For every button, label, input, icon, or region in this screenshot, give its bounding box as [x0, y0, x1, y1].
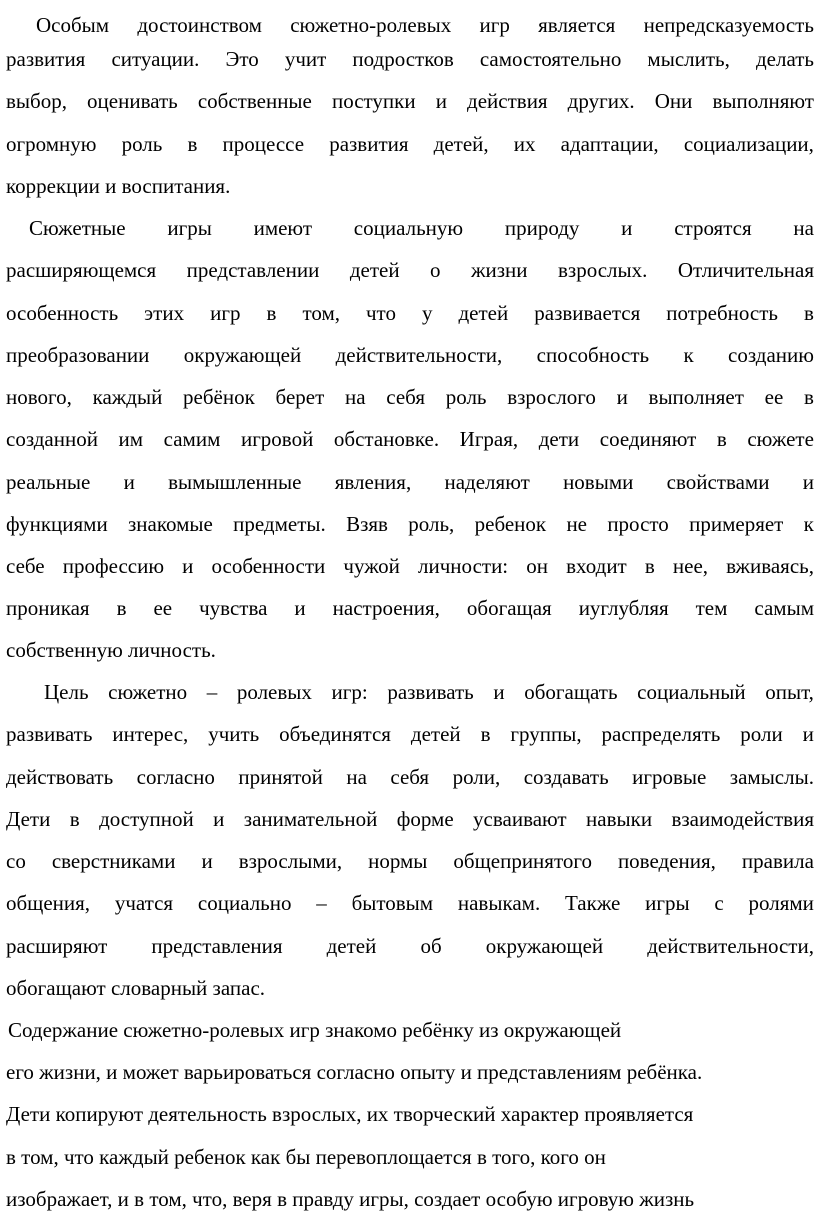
word: окружающей — [485, 934, 604, 958]
word: ролями — [748, 891, 814, 915]
word: взрослых. — [558, 258, 648, 282]
word: в — [69, 807, 80, 831]
word: игр — [479, 13, 510, 37]
word: общения, — [6, 891, 91, 915]
word: согласно — [136, 765, 215, 789]
word: детей — [349, 258, 400, 282]
word: оценивать — [87, 89, 178, 113]
word: роль, — [408, 512, 455, 536]
word: развивать — [6, 722, 93, 746]
word: Дети — [6, 807, 51, 831]
word: детей — [326, 934, 377, 958]
word: форме — [396, 807, 454, 831]
word: Сюжетные — [29, 216, 126, 240]
word: развития — [329, 132, 409, 156]
text-line: собственную личность. — [6, 638, 216, 662]
word: этих — [144, 301, 185, 325]
word: и — [802, 722, 814, 746]
word: свойствами — [666, 470, 770, 494]
word: ребенок — [474, 512, 547, 536]
word: в — [804, 385, 814, 409]
word: является — [538, 13, 616, 37]
word: игры — [645, 891, 690, 915]
word: Особым — [36, 13, 110, 37]
word: навыки — [586, 807, 653, 831]
word: и — [201, 849, 213, 873]
text-line: его жизни, и может варьироваться согласно опыту и представлениям ребёнка. — [6, 1060, 703, 1084]
word: природу — [504, 216, 580, 240]
word: том, — [302, 301, 340, 325]
text-line — [6, 376, 814, 419]
word: Цель — [44, 680, 89, 704]
word: процессе — [222, 132, 305, 156]
word: профессию — [62, 554, 165, 578]
text-line — [29, 207, 814, 250]
text-line — [6, 249, 814, 292]
word: в — [716, 427, 727, 451]
text-line — [6, 418, 814, 461]
word: способность — [536, 343, 650, 367]
word: выполняет — [648, 385, 744, 409]
word: интерес, — [112, 722, 189, 746]
word: каждый — [92, 385, 163, 409]
word: – — [316, 891, 327, 915]
word: Это — [225, 47, 259, 71]
word: бытовым — [351, 891, 434, 915]
word: себе — [6, 554, 45, 578]
word: вживаясь, — [726, 554, 814, 578]
text-line — [6, 756, 814, 799]
word: и — [621, 216, 633, 240]
text-line — [6, 123, 814, 166]
word: подростков — [352, 47, 454, 71]
word: учить — [208, 722, 260, 746]
word: доступной — [99, 807, 194, 831]
word: действия — [467, 89, 548, 113]
word: новыми — [563, 470, 634, 494]
word: принятой — [238, 765, 323, 789]
text-line — [6, 38, 814, 81]
word: огромную — [6, 132, 97, 156]
word: преобразовании — [6, 343, 150, 367]
word: нового, — [6, 385, 72, 409]
word: ролевых — [236, 680, 312, 704]
word: обогащая — [466, 596, 552, 620]
word: Отличительная — [677, 258, 814, 282]
word: входит — [566, 554, 627, 578]
word: развития — [6, 47, 86, 71]
word: игр — [210, 301, 241, 325]
word: социальный — [637, 680, 746, 704]
word: жизни — [471, 258, 528, 282]
word: у — [421, 301, 433, 325]
word: строятся — [674, 216, 752, 240]
word: игровые — [632, 765, 707, 789]
word: и — [493, 680, 505, 704]
word: Взяв — [346, 512, 388, 536]
text-line — [6, 461, 814, 504]
word: обогащать — [524, 680, 618, 704]
word: группы, — [510, 722, 582, 746]
word: и — [123, 470, 135, 494]
word: об — [420, 934, 442, 958]
word: учит — [284, 47, 327, 71]
word: в — [266, 301, 277, 325]
word: функциями — [6, 512, 108, 536]
word: распределять — [601, 722, 721, 746]
word: взрослыми, — [238, 849, 343, 873]
word: сюжете — [747, 427, 814, 451]
word: роли, — [452, 765, 501, 789]
text-line — [6, 334, 814, 377]
word: реальные — [6, 470, 91, 494]
word: и — [294, 596, 306, 620]
word: общепринятого — [453, 849, 592, 873]
word: развивается — [534, 301, 641, 325]
word: дети — [538, 427, 580, 451]
word: игр: — [331, 680, 368, 704]
word: игровой — [240, 427, 314, 451]
word: взаимодействия — [671, 807, 814, 831]
word: в — [804, 301, 814, 325]
word: он — [526, 554, 549, 578]
word: и — [616, 385, 628, 409]
word: выбор, — [6, 89, 67, 113]
word: представлении — [186, 258, 320, 282]
word: чужой — [343, 554, 400, 578]
text-line — [6, 925, 814, 968]
text-line: в том, что каждый ребенок как бы перевоплощается в того, кого он — [6, 1145, 606, 1169]
word: и — [213, 807, 225, 831]
word: создавать — [523, 765, 609, 789]
word: в — [187, 132, 198, 156]
word: и — [182, 554, 194, 578]
word: на — [793, 216, 814, 240]
word: нормы — [368, 849, 428, 873]
text-line — [6, 292, 814, 335]
text-line: изображает, и в том, что, веря в правду игры, создает особую игровую жизнь — [6, 1187, 695, 1211]
word: наделяют — [444, 470, 530, 494]
word: усваивают — [473, 807, 567, 831]
word: непредсказуемость — [643, 13, 814, 37]
word: в — [644, 554, 655, 578]
word: роли — [740, 722, 783, 746]
text-line — [6, 545, 814, 588]
text-line: Содержание сюжетно-ролевых игр знакомо ребёнку из окружающей — [8, 1018, 622, 1042]
word: поведения, — [617, 849, 716, 873]
text-line — [6, 713, 814, 756]
text-line — [6, 503, 814, 546]
word: к — [683, 343, 694, 367]
word: предметы. — [233, 512, 326, 536]
text-line — [6, 587, 814, 630]
word: социализации, — [683, 132, 814, 156]
word: взрослого — [507, 385, 596, 409]
word: ситуации. — [111, 47, 200, 71]
word: себя — [390, 765, 430, 789]
word: сверстниками — [51, 849, 176, 873]
word: их — [513, 132, 536, 156]
word: ее — [764, 385, 784, 409]
word: собственные — [197, 89, 312, 113]
word: на — [345, 385, 366, 409]
text-line — [6, 80, 814, 123]
word: особенности — [211, 554, 326, 578]
word: замыслы. — [729, 765, 814, 789]
word: настроения, — [332, 596, 440, 620]
text-line: коррекции и воспитания. — [6, 174, 231, 198]
word: других. — [567, 89, 635, 113]
word: имеют — [253, 216, 313, 240]
word: вымышленные — [168, 470, 302, 494]
word: выполняют — [712, 89, 814, 113]
word: социально — [197, 891, 292, 915]
word: опыт, — [765, 680, 814, 704]
word: себя — [386, 385, 425, 409]
word: на — [346, 765, 367, 789]
word: действовать — [6, 765, 114, 789]
word: просто — [607, 512, 669, 536]
word: нее, — [672, 554, 709, 578]
word: действительности, — [335, 343, 503, 367]
word: ребёнок — [183, 385, 255, 409]
word: сюжетно-ролевых — [290, 13, 452, 37]
word: делать — [755, 47, 814, 71]
word: занимательной — [243, 807, 378, 831]
word: созданной — [6, 427, 98, 451]
word: и — [802, 470, 814, 494]
word: со — [6, 849, 26, 873]
word: личности: — [418, 554, 509, 578]
word: Также — [564, 891, 621, 915]
word: – — [206, 680, 218, 704]
word: знакомые — [128, 512, 213, 536]
word: Они — [654, 89, 693, 113]
word: правила — [741, 849, 814, 873]
word: действительности, — [647, 934, 814, 958]
word: соединяют — [599, 427, 697, 451]
word: детей, — [433, 132, 489, 156]
text-line: Дети копируют деятельность взрослых, их творческий характер проявляется — [6, 1102, 694, 1126]
word: игры — [167, 216, 212, 240]
word: достоинством — [137, 13, 262, 37]
word: развивать — [387, 680, 474, 704]
text-line — [6, 882, 814, 925]
word: особенность — [6, 301, 119, 325]
word: социальную — [353, 216, 464, 240]
word: адаптации, — [560, 132, 659, 156]
word: что — [366, 301, 396, 325]
word: роль — [445, 385, 487, 409]
text-line — [6, 798, 814, 841]
text-line — [6, 840, 814, 883]
text-line: обогащают словарный запас. — [6, 976, 266, 1000]
word: не — [566, 512, 587, 536]
word: поступки — [331, 89, 416, 113]
word: самым — [754, 596, 814, 620]
word: учатся — [114, 891, 174, 915]
word: в — [480, 722, 491, 746]
word: навыкам. — [457, 891, 541, 915]
word: представления — [151, 934, 283, 958]
word: в — [116, 596, 127, 620]
word: проникая — [6, 596, 90, 620]
word: детей — [410, 722, 461, 746]
word: обстановке. — [333, 427, 440, 451]
text-line — [44, 671, 814, 714]
word: самостоятельно — [479, 47, 622, 71]
word: и — [435, 89, 447, 113]
word: чувства — [199, 596, 268, 620]
word: тем — [695, 596, 728, 620]
word: с — [714, 891, 724, 915]
word: им — [118, 427, 144, 451]
word: детей — [458, 301, 509, 325]
word: роль — [121, 132, 163, 156]
word: сюжетно — [108, 680, 188, 704]
word: к — [803, 512, 814, 536]
word: самим — [163, 427, 221, 451]
word: расширяют — [6, 934, 108, 958]
word: мыслить, — [647, 47, 730, 71]
word: иуглубляя — [578, 596, 669, 620]
word: явления, — [334, 470, 412, 494]
word: окружающей — [183, 343, 302, 367]
word: Играя, — [459, 427, 519, 451]
word: примеряет — [689, 512, 784, 536]
word: берет — [275, 385, 325, 409]
word: потребность — [666, 301, 778, 325]
word: расширяющемся — [6, 258, 157, 282]
word: ее — [153, 596, 173, 620]
word: объединятся — [279, 722, 391, 746]
word: созданию — [728, 343, 814, 367]
word: о — [430, 258, 441, 282]
